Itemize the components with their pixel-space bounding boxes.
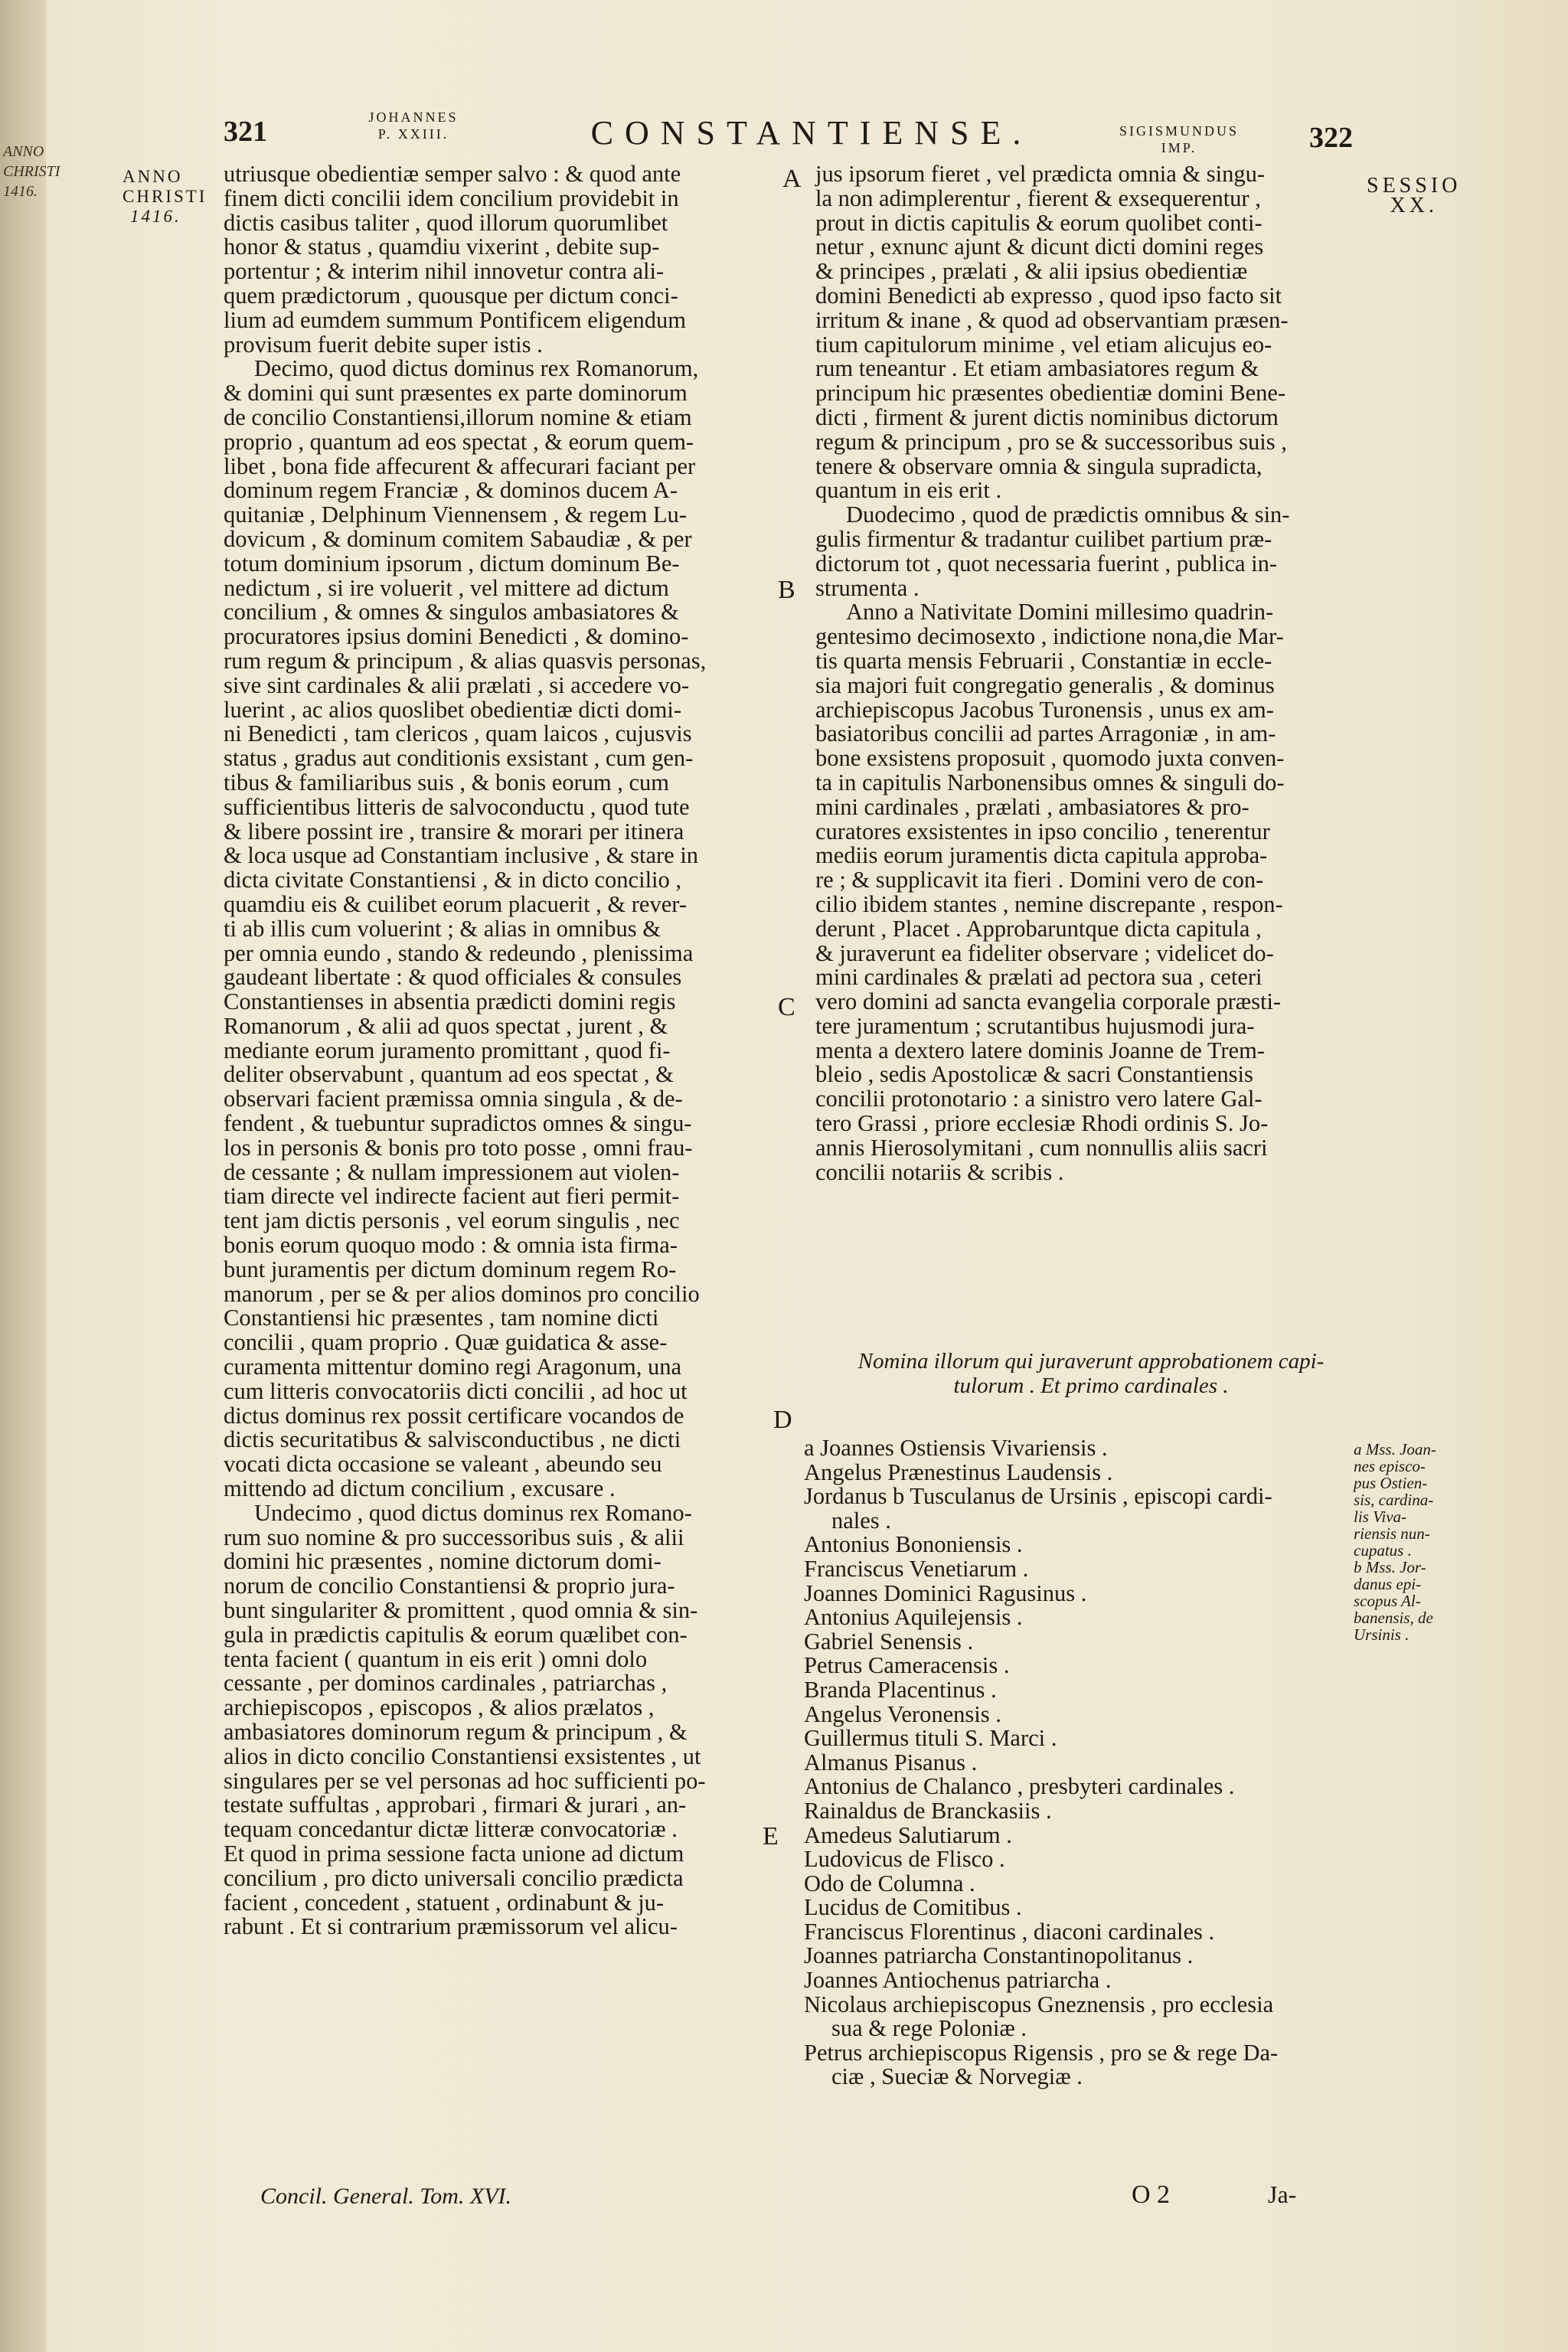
text-line: gulis firmentur & tradantur cuilibet partium præ- bbox=[815, 525, 1272, 552]
text-line: vero domini ad sancta evangelia corporale præsti- bbox=[815, 988, 1282, 1015]
text-line: dictis securitatibus & salvisconductibus , ne dicti bbox=[224, 1426, 681, 1453]
text-line: rum suo nomine & pro successoribus suis , & alii bbox=[224, 1524, 684, 1550]
text-line: & juraverunt ea fideliter observare ; videlicet do- bbox=[815, 939, 1274, 966]
header-pope bbox=[329, 109, 498, 142]
text-line: prout in dictis capitulis & eorum quolibet conti- bbox=[815, 209, 1263, 236]
signature-mark: O 2 bbox=[1132, 2180, 1171, 2209]
margin-note-line: ANNO bbox=[122, 167, 183, 186]
side-note-line: riensis nun- bbox=[1354, 1524, 1430, 1543]
text-line: Franciscus Florentinus , diaconi cardinales . bbox=[804, 1918, 1215, 1945]
text-line: Constantienses in absentia prædicti domini regis bbox=[224, 988, 676, 1015]
text-line: archiepiscopos , episcopos , & alios prælatos , bbox=[224, 1694, 655, 1721]
emperor-title: IMP. bbox=[1161, 140, 1197, 155]
text-line: quem prædictorum , quousque per dictum conci- bbox=[224, 282, 678, 309]
text-line: & domini qui sunt præsentes ex parte dominorum bbox=[224, 380, 688, 407]
text-line: Lucidus de Comitibus . bbox=[804, 1894, 1022, 1921]
text-line: proprio , quantum ad eos spectat , & eorum quem- bbox=[224, 428, 694, 455]
text-line: ta in capitulis Narbonensibus omnes & singuli do- bbox=[815, 769, 1285, 795]
text-line: Antonius Aquilejensis . bbox=[804, 1604, 1023, 1631]
text-line: Antonius de Chalanco , presbyteri cardinales . bbox=[804, 1773, 1235, 1800]
text-line: facient , concedent , statuent , ordinabunt & ju- bbox=[224, 1889, 665, 1916]
text-line: honor & status , quamdiu vixerint , debite sup- bbox=[224, 234, 660, 260]
text-line: irritum & inane , & quod ad observantiam præsen- bbox=[815, 306, 1289, 333]
text-line: Joannes Antiochenus patriarcha . bbox=[804, 1967, 1112, 1994]
text-line: Joannes Dominici Ragusinus . bbox=[804, 1579, 1087, 1606]
text-line: domini hic præsentes , nomine dictorum domi- bbox=[224, 1548, 662, 1575]
text-line: Decimo, quod dictus dominus rex Romanorum, bbox=[254, 355, 699, 382]
text-line: tenta facient ( quantum in eis erit ) omni dolo bbox=[224, 1645, 648, 1672]
text-line: observari facient præmissa omnia singula , & de- bbox=[224, 1086, 683, 1112]
text-line: luerint , ac alios quoslibet obedientiæ dicti domi- bbox=[224, 696, 682, 723]
text-line: derunt , Placet . Approbaruntque dicta capitula , bbox=[815, 915, 1262, 942]
text-line: Branda Placentinus . bbox=[804, 1676, 997, 1703]
text-line: curamenta mittentur domino regi Aragonum, una bbox=[224, 1354, 681, 1380]
text-line: Odo de Columna . bbox=[804, 1870, 975, 1896]
text-line: quitaniæ , Delphinum Viennensem , & regem Lu- bbox=[224, 501, 687, 528]
text-line: tent jam dictis personis , vel eorum singulis , nec bbox=[224, 1207, 680, 1234]
text-line: Duodecimo , quod de prædictis omnibus & sin- bbox=[846, 501, 1290, 528]
right-column bbox=[815, 162, 1367, 1184]
text-line: tis quarta mensis Februarii , Constantiæ in eccle- bbox=[815, 647, 1272, 674]
text-line: nales . bbox=[831, 1507, 891, 1534]
text-line: Petrus archiepiscopus Rigensis , pro se & rege Da- bbox=[804, 2039, 1279, 2066]
side-note-line: pus Ostien- bbox=[1354, 1474, 1428, 1492]
text-line: cum litteris convocatoriis dicti concilii , ad hoc ut bbox=[224, 1377, 688, 1404]
text-line: & loca usque ad Constantiam inclusive , & stare in bbox=[224, 842, 699, 869]
side-note-line: b Mss. Jor- bbox=[1354, 1558, 1426, 1576]
text-line: gentesimo decimosexto , indictione nona,die Mar- bbox=[815, 623, 1284, 650]
side-note-line: cupatus . bbox=[1354, 1541, 1412, 1560]
text-line: principum hic præsentes obedientiæ domini Bene- bbox=[815, 380, 1286, 407]
text-line: Anno a Nativitate Domini millesimo quadrin- bbox=[846, 599, 1274, 626]
text-line: & libere possint ire , transire & morari per itinera bbox=[224, 818, 684, 844]
text-line: fendent , & tuebuntur supradictos omnes & singu- bbox=[224, 1110, 692, 1137]
page-number-right: 322 bbox=[1309, 122, 1353, 154]
text-line: domini Benedicti ab expresso , quod ipso facto sit bbox=[815, 282, 1282, 309]
text-line: los in personis & bonis pro toto posse , omni frau- bbox=[224, 1134, 693, 1161]
gutter-note bbox=[3, 142, 60, 201]
text-line: & principes , prælati , & alii ipsius obedientiæ bbox=[815, 258, 1248, 285]
text-line: mediante eorum juramento promittant , quod fi- bbox=[224, 1037, 671, 1063]
text-line: nedictum , si ire voluerit , vel mittere ad dictum bbox=[224, 574, 669, 601]
pope-number: P. XXIII. bbox=[377, 126, 449, 142]
margin-note-line: 1416. bbox=[130, 207, 181, 226]
margin-note-line: CHRISTI bbox=[122, 187, 207, 206]
text-line: concilium , pro dicto universali concilio prædicta bbox=[224, 1864, 684, 1891]
text-line: bleio , sedis Apostolicæ & sacri Constantiensis bbox=[815, 1061, 1253, 1088]
text-line: cilio ibidem stantes , nemine discrepante , respon- bbox=[815, 890, 1283, 917]
text-line: finem dicti concilii idem concilium providebit in bbox=[224, 185, 679, 211]
text-line: manorum , per se & per alios dominos pro concilio bbox=[224, 1280, 700, 1307]
text-line: re ; & supplicavit ita fieri . Domini vero de con- bbox=[815, 867, 1264, 893]
running-title: CONSTANTIENSE. bbox=[590, 114, 1033, 152]
text-line: strumenta . bbox=[815, 574, 920, 601]
text-line: tero Grassi , priore ecclesiæ Rhodi ordinis S. Jo- bbox=[815, 1110, 1269, 1137]
text-line: Franciscus Venetiarum . bbox=[804, 1555, 1029, 1582]
text-line: norum de concilio Constantiensi & proprio jura- bbox=[224, 1573, 675, 1599]
text-line: de cessante ; & nullam impressionem aut violen- bbox=[224, 1158, 680, 1185]
text-line: Nicolaus archiepiscopus Gneznensis , pro ecclesia bbox=[804, 1991, 1274, 2017]
text-line: procuratores ipsius domini Benedicti , & domino- bbox=[224, 623, 689, 650]
text-line: Guillermus tituli S. Marci . bbox=[804, 1725, 1057, 1752]
section-letter-e: E bbox=[763, 1822, 779, 1851]
text-line: deliter observabunt , quantum ad eos spectat , & bbox=[224, 1061, 674, 1088]
section-letter-a: A bbox=[782, 165, 802, 193]
names-heading-line: tulorum . Et primo cardinales . bbox=[953, 1373, 1229, 1398]
text-line: sia majori fuit congregatio generalis , & dominus bbox=[815, 671, 1275, 698]
text-line: Constantiensi hic præsentes , tam nomine dicti bbox=[224, 1305, 659, 1331]
margin-sessio bbox=[1367, 176, 1461, 216]
text-line: Amedeus Salutiarum . bbox=[804, 1821, 1012, 1848]
text-line: gula in prædictis capitulis & eorum quælibet con- bbox=[224, 1621, 688, 1648]
text-line: Et quod in prima sessione facta unione ad dictum bbox=[224, 1840, 684, 1867]
text-line: netur , exnunc ajunt & dicunt dicti domini reges bbox=[815, 234, 1264, 260]
text-line: concilii protonotario : a sinistro vero latere Gal- bbox=[815, 1086, 1263, 1112]
text-line: jus ipsorum fieret , vel prædicta omnia & singu- bbox=[815, 161, 1266, 187]
text-line: concilii notariis & scribis . bbox=[815, 1158, 1064, 1185]
gutter-note-line: ANNO bbox=[3, 143, 44, 160]
text-line: Angelus Prænestinus Laudensis . bbox=[804, 1459, 1113, 1485]
text-line: rum regum & principum , & alias quasvis personas, bbox=[224, 647, 707, 674]
catchword: Ja- bbox=[1268, 2180, 1297, 2208]
text-line: ambasiatores dominorum regum & principum , & bbox=[224, 1719, 688, 1745]
text-line: bunt juramentis per dictum dominum regem Ro- bbox=[224, 1256, 677, 1282]
text-line: gaudeant libertate : & quod officiales & consules bbox=[224, 964, 682, 991]
text-line: per omnia eundo , stando & redeundo , plenissima bbox=[224, 939, 694, 966]
text-line: Gabriel Senensis . bbox=[804, 1628, 974, 1655]
section-letter-c: C bbox=[778, 993, 795, 1021]
side-note-line: a Mss. Joan- bbox=[1354, 1440, 1436, 1459]
side-notes bbox=[1354, 1441, 1436, 1643]
text-line: portentur ; & interim nihil innovetur contra ali- bbox=[224, 258, 665, 285]
gutter-note-line: CHRISTI bbox=[3, 163, 60, 180]
emperor-name: SIGISMUNDUS bbox=[1119, 123, 1240, 139]
footer-title: Concil. General. Tom. XVI. bbox=[260, 2184, 512, 2209]
text-line: lium ad eumdem summum Pontificem eligendum bbox=[224, 306, 686, 333]
left-column bbox=[224, 162, 767, 1939]
side-note-line: banensis, de bbox=[1354, 1609, 1433, 1627]
text-line: dicti , firment & jurent dictis nominibus dictorum bbox=[815, 403, 1279, 430]
sessio-number: XX. bbox=[1390, 194, 1438, 217]
text-line: Jordanus b Tusculanus de Ursinis , episcopi cardi- bbox=[804, 1483, 1272, 1510]
text-line: archiepiscopus Jacobus Turonensis , unus ex am- bbox=[815, 696, 1274, 723]
text-line: ti ab illis cum voluerint ; & alias in omnibus & bbox=[224, 915, 661, 942]
text-line: tibus & familiaribus suis , & bonis eorum , cum bbox=[224, 769, 670, 795]
text-line: tequam concedantur dictæ litteræ convocatoriæ . bbox=[224, 1816, 678, 1843]
text-line: Ludovicus de Flisco . bbox=[804, 1846, 1005, 1873]
text-line: dovicum , & dominum comitem Sabaudiæ , & per bbox=[224, 525, 692, 552]
text-line: concilium , & omnes & singulos ambasiatores & bbox=[224, 599, 679, 626]
text-line: alios in dicto concilio Constantiensi exsistentes , ut bbox=[224, 1743, 701, 1769]
text-line: la non adimplerentur , fierent & exsequerentur , bbox=[815, 185, 1261, 211]
side-note-line: sis, cardina- bbox=[1354, 1491, 1434, 1509]
text-line: cessante , per dominos cardinales , patriarchas , bbox=[224, 1670, 668, 1697]
text-line: dicta civitate Constantiensi , & in dicto concilio , bbox=[224, 867, 682, 893]
text-line: Joannes patriarcha Constantinopolitanus . bbox=[804, 1942, 1194, 1969]
text-line: tenere & observare omnia & singula supradicta, bbox=[815, 452, 1263, 479]
text-line: dictis casibus taliter , quod illorum quorumlibet bbox=[224, 209, 668, 236]
names-heading-line: Nomina illorum qui juraverunt approbationem capi- bbox=[858, 1349, 1325, 1374]
text-line: totum dominium ipsorum , dictum dominum Be- bbox=[224, 550, 680, 577]
text-line: tiam directe vel indirecte facient aut fieri permit- bbox=[224, 1183, 680, 1210]
names-heading bbox=[812, 1350, 1370, 1399]
text-line: Petrus Cameracensis . bbox=[804, 1652, 1010, 1679]
text-line: utriusque obedientiæ semper salvo : & quod ante bbox=[224, 161, 681, 187]
gutter-note-line: 1416. bbox=[3, 183, 38, 200]
text-line: sufficientibus litteris de salvoconductu , quod tute bbox=[224, 793, 690, 820]
header-emperor bbox=[1087, 122, 1271, 156]
text-line: mediis eorum juramentis dicta capitula approba- bbox=[815, 842, 1268, 869]
text-line: quamdiu eis & cuilibet eorum placuerit , & rever- bbox=[224, 890, 687, 917]
text-line: Almanus Pisanus . bbox=[804, 1749, 978, 1775]
text-line: mini cardinales , prælati , ambasiatores & pro- bbox=[815, 793, 1250, 820]
gutter-strip bbox=[0, 0, 60, 2352]
text-line: rabunt . Et si contrarium præmissorum vel alicu- bbox=[224, 1913, 678, 1940]
names-list bbox=[804, 1436, 1363, 2089]
text-line: ciæ , Sueciæ & Norvegiæ . bbox=[831, 2063, 1083, 2090]
text-line: bonis eorum quoquo modo : & omnia ista firma- bbox=[224, 1232, 678, 1259]
side-note-line: danus epi- bbox=[1354, 1575, 1422, 1593]
text-line: rum teneantur . Et etiam ambasiatores regum & bbox=[815, 355, 1259, 382]
text-line: Romanorum , & alii ad quos spectat , jurent , & bbox=[224, 1012, 668, 1039]
section-letter-b: B bbox=[778, 576, 795, 604]
text-line: sua & rege Poloniæ . bbox=[831, 2015, 1027, 2042]
pope-name: JOHANNES bbox=[368, 109, 459, 125]
side-note-line: nes episco- bbox=[1354, 1457, 1426, 1475]
text-line: singulares per se vel personas ad hoc sufficienti po- bbox=[224, 1767, 706, 1794]
text-line: dominum regem Franciæ , & dominos ducem A- bbox=[224, 477, 678, 504]
text-line: a Joannes Ostiensis Vivariensis . bbox=[804, 1435, 1108, 1461]
text-line: tere juramentum ; scrutantibus hujusmodi jura- bbox=[815, 1012, 1255, 1039]
text-line: menta a dextero latere dominis Joanne de Trem- bbox=[815, 1037, 1265, 1063]
text-line: bone exsistens proposuit , quomodo juxta conven- bbox=[815, 745, 1285, 772]
side-note-line: scopus Al- bbox=[1354, 1592, 1421, 1610]
text-line: Rainaldus de Branckasiis . bbox=[804, 1797, 1052, 1824]
text-line: mini cardinales & prælati ad pectora sua , ceteri bbox=[815, 964, 1263, 991]
text-line: status , gradus aut conditionis exsistant , cum gen- bbox=[224, 745, 694, 772]
text-line: vocati dicta occasione se valeant , abeundo seu bbox=[224, 1451, 662, 1478]
text-line: dictorum tot , quot necessaria fuerint , publica in- bbox=[815, 550, 1278, 577]
section-letter-d: D bbox=[773, 1406, 792, 1434]
text-line: Undecimo , quod dictus dominus rex Romano- bbox=[254, 1499, 692, 1526]
text-line: concilii , quam proprio . Quæ guidatica & asse- bbox=[224, 1329, 668, 1356]
text-line: mittendo ad dictum concilium , excusare . bbox=[224, 1475, 616, 1502]
text-line: basiatoribus concilii ad partes Arragoniæ , in am- bbox=[815, 720, 1276, 747]
text-line: sive sint cardinales & alii prælati , si accedere vo- bbox=[224, 671, 690, 698]
text-line: tium capitulorum minime , vel etiam alicujus eo- bbox=[815, 331, 1272, 358]
text-line: Angelus Veronensis . bbox=[804, 1700, 1001, 1727]
text-line: testate suffultas , approbari , firmari & jurari , an- bbox=[224, 1792, 687, 1818]
text-line: dictus dominus rex possit certificare vocandos de bbox=[224, 1402, 684, 1429]
text-line: quantum in eis erit . bbox=[815, 477, 1002, 504]
text-line: provisum fuerit debite super istis . bbox=[224, 331, 543, 358]
text-line: libet , bona fide affecurent & affecurari faciant per bbox=[224, 452, 696, 479]
text-line: de concilio Constantiensi,illorum nomine & etiam bbox=[224, 403, 692, 430]
text-line: ni Benedicti , tam clericos , quam laicos , cujusvis bbox=[224, 720, 692, 747]
sessio-label: SESSIO bbox=[1367, 174, 1462, 198]
text-line: annis Hierosolymitani , cum nonnullis aliis sacri bbox=[815, 1134, 1268, 1161]
text-line: regum & principum , pro se & successoribus suis , bbox=[815, 428, 1287, 455]
page-number-left: 321 bbox=[224, 116, 267, 148]
margin-anno-christi bbox=[122, 167, 207, 227]
text-line: curatores exsistentes in ipso concilio , tenerentur bbox=[815, 818, 1270, 844]
text-line: Antonius Bononiensis . bbox=[804, 1531, 1023, 1558]
text-line: bunt singulariter & promittent , quod omnia & sin- bbox=[224, 1597, 698, 1624]
side-note-line: lis Viva- bbox=[1354, 1508, 1407, 1526]
side-note-line: Ursinis . bbox=[1354, 1625, 1410, 1644]
